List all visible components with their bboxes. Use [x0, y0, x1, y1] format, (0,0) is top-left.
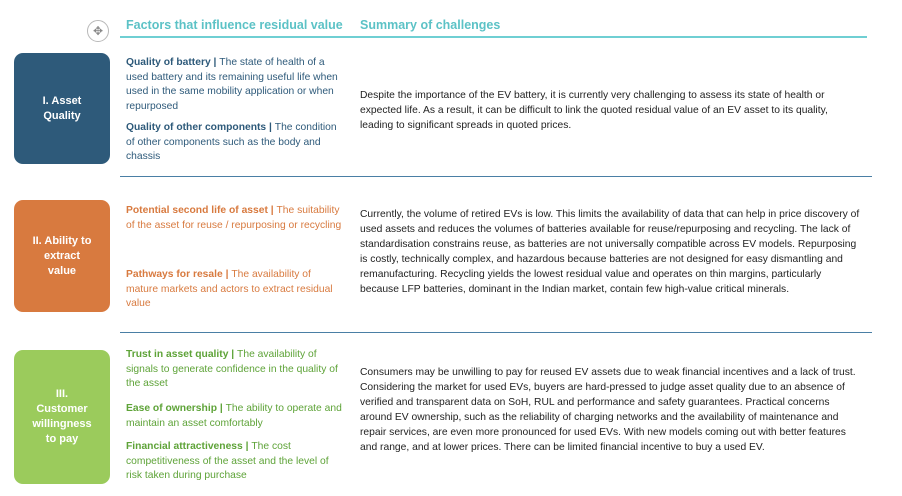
factor-title: Ease of ownership — [126, 403, 217, 414]
asset-quality-tag — [14, 53, 110, 164]
factor-financial-attractiveness — [126, 440, 344, 484]
factor-description: The ability to operate and maintain an asset comfortably — [126, 403, 342, 429]
factor-separator: | — [216, 403, 226, 414]
factor-potential-second-life — [126, 204, 344, 233]
factor-title: Financial attractiveness — [126, 441, 243, 452]
factor-ease-of-ownership — [126, 402, 344, 431]
factor-description: The suitability of the asset for reuse / repurposing or recycling — [126, 205, 342, 231]
factor-quality-of-other-components — [126, 121, 344, 165]
willingness-tag — [14, 350, 110, 484]
factor-separator: | — [228, 349, 238, 360]
willingness-tag-label: III. Customer willingness to pay — [32, 388, 92, 445]
factors-column-header: Factors that influence residual value — [126, 18, 343, 32]
factor-title: Pathways for resale — [126, 269, 223, 280]
factor-separator: | — [266, 122, 275, 133]
factor-separator: | — [210, 57, 220, 68]
extract-value-tag — [14, 200, 110, 312]
factor-description: The state of health of a used battery and its remaining useful life when used in the same mobility application or when repurposed — [126, 57, 338, 112]
factor-separator: | — [267, 205, 277, 216]
extract-value-tag-label: II. Ability to extract value — [32, 234, 92, 277]
asset-quality-summary: Despite the importance of the EV battery, it is currently very challenging to assess its state of health or expected life. As a result, it can be difficult to link the quoted residual value of an EV asset to its quality, leading to significant spreads in quoted prices. — [360, 90, 828, 131]
row-divider — [120, 176, 872, 177]
asset-quality-tag-label: I. Asset Quality — [42, 94, 82, 122]
factor-separator: | — [222, 269, 232, 280]
willingness-summary: Consumers may be unwilling to pay for reused EV assets due to weak financial incentives and a lack of trust. Considering the market for used EVs, buyers are hard-pressed to judge asset quality due to an absence of verified and transparent data on SoH, RUL and performance and safety guarantees. Practical concerns around EV ownership, such as the reliability of charging networks and the availability of maintenance and repair services, are even more pronounced for used EVs. With new models coming out with better features and range, and at lower prices. There can be limited financial incentive to buy a used EV. — [360, 367, 856, 453]
factor-trust-in-asset-quality — [126, 348, 344, 392]
factor-quality-of-battery — [126, 56, 344, 114]
summary-column-header: Summary of challenges — [360, 18, 501, 32]
factor-description: The availability of signals to generate confidence in the quality of the asset — [126, 349, 338, 390]
factor-description: The cost competitiveness of the asset and the level of risk taken during purchase — [126, 441, 329, 482]
factor-description: The condition of other components such as the body and chassis — [126, 122, 337, 163]
extract-value-summary: Currently, the volume of retired EVs is low. This limits the availability of data that can help in price discovery of used assets and reduces the volumes of batteries available for reuse/repurposing and recycling. The lack of standardisation constrains reuse, as batteries are not universally compatible across EV models. Repurposing is costly, technically complex, and hazardous because batteries are not designed for easy dismantling and remanufacturing. Recycling yields the lowest residual value and operates on thin margins, particularly because LFP batteries, dominant in the Indian market, contain few high-value critical minerals. — [360, 209, 860, 295]
factor-pathways-for-resale — [126, 268, 344, 312]
factor-title: Quality of other components — [126, 122, 267, 133]
factor-description: The availability of mature markets and actors to extract residual value — [126, 269, 333, 310]
factor-title: Trust in asset quality — [126, 349, 229, 360]
factor-title: Potential second life of asset — [126, 205, 268, 216]
factor-title: Quality of battery — [126, 57, 211, 68]
move-handle-icon[interactable]: ✥ — [87, 20, 109, 42]
factor-separator: | — [242, 441, 252, 452]
header-divider — [120, 36, 867, 38]
row-divider — [120, 332, 872, 333]
